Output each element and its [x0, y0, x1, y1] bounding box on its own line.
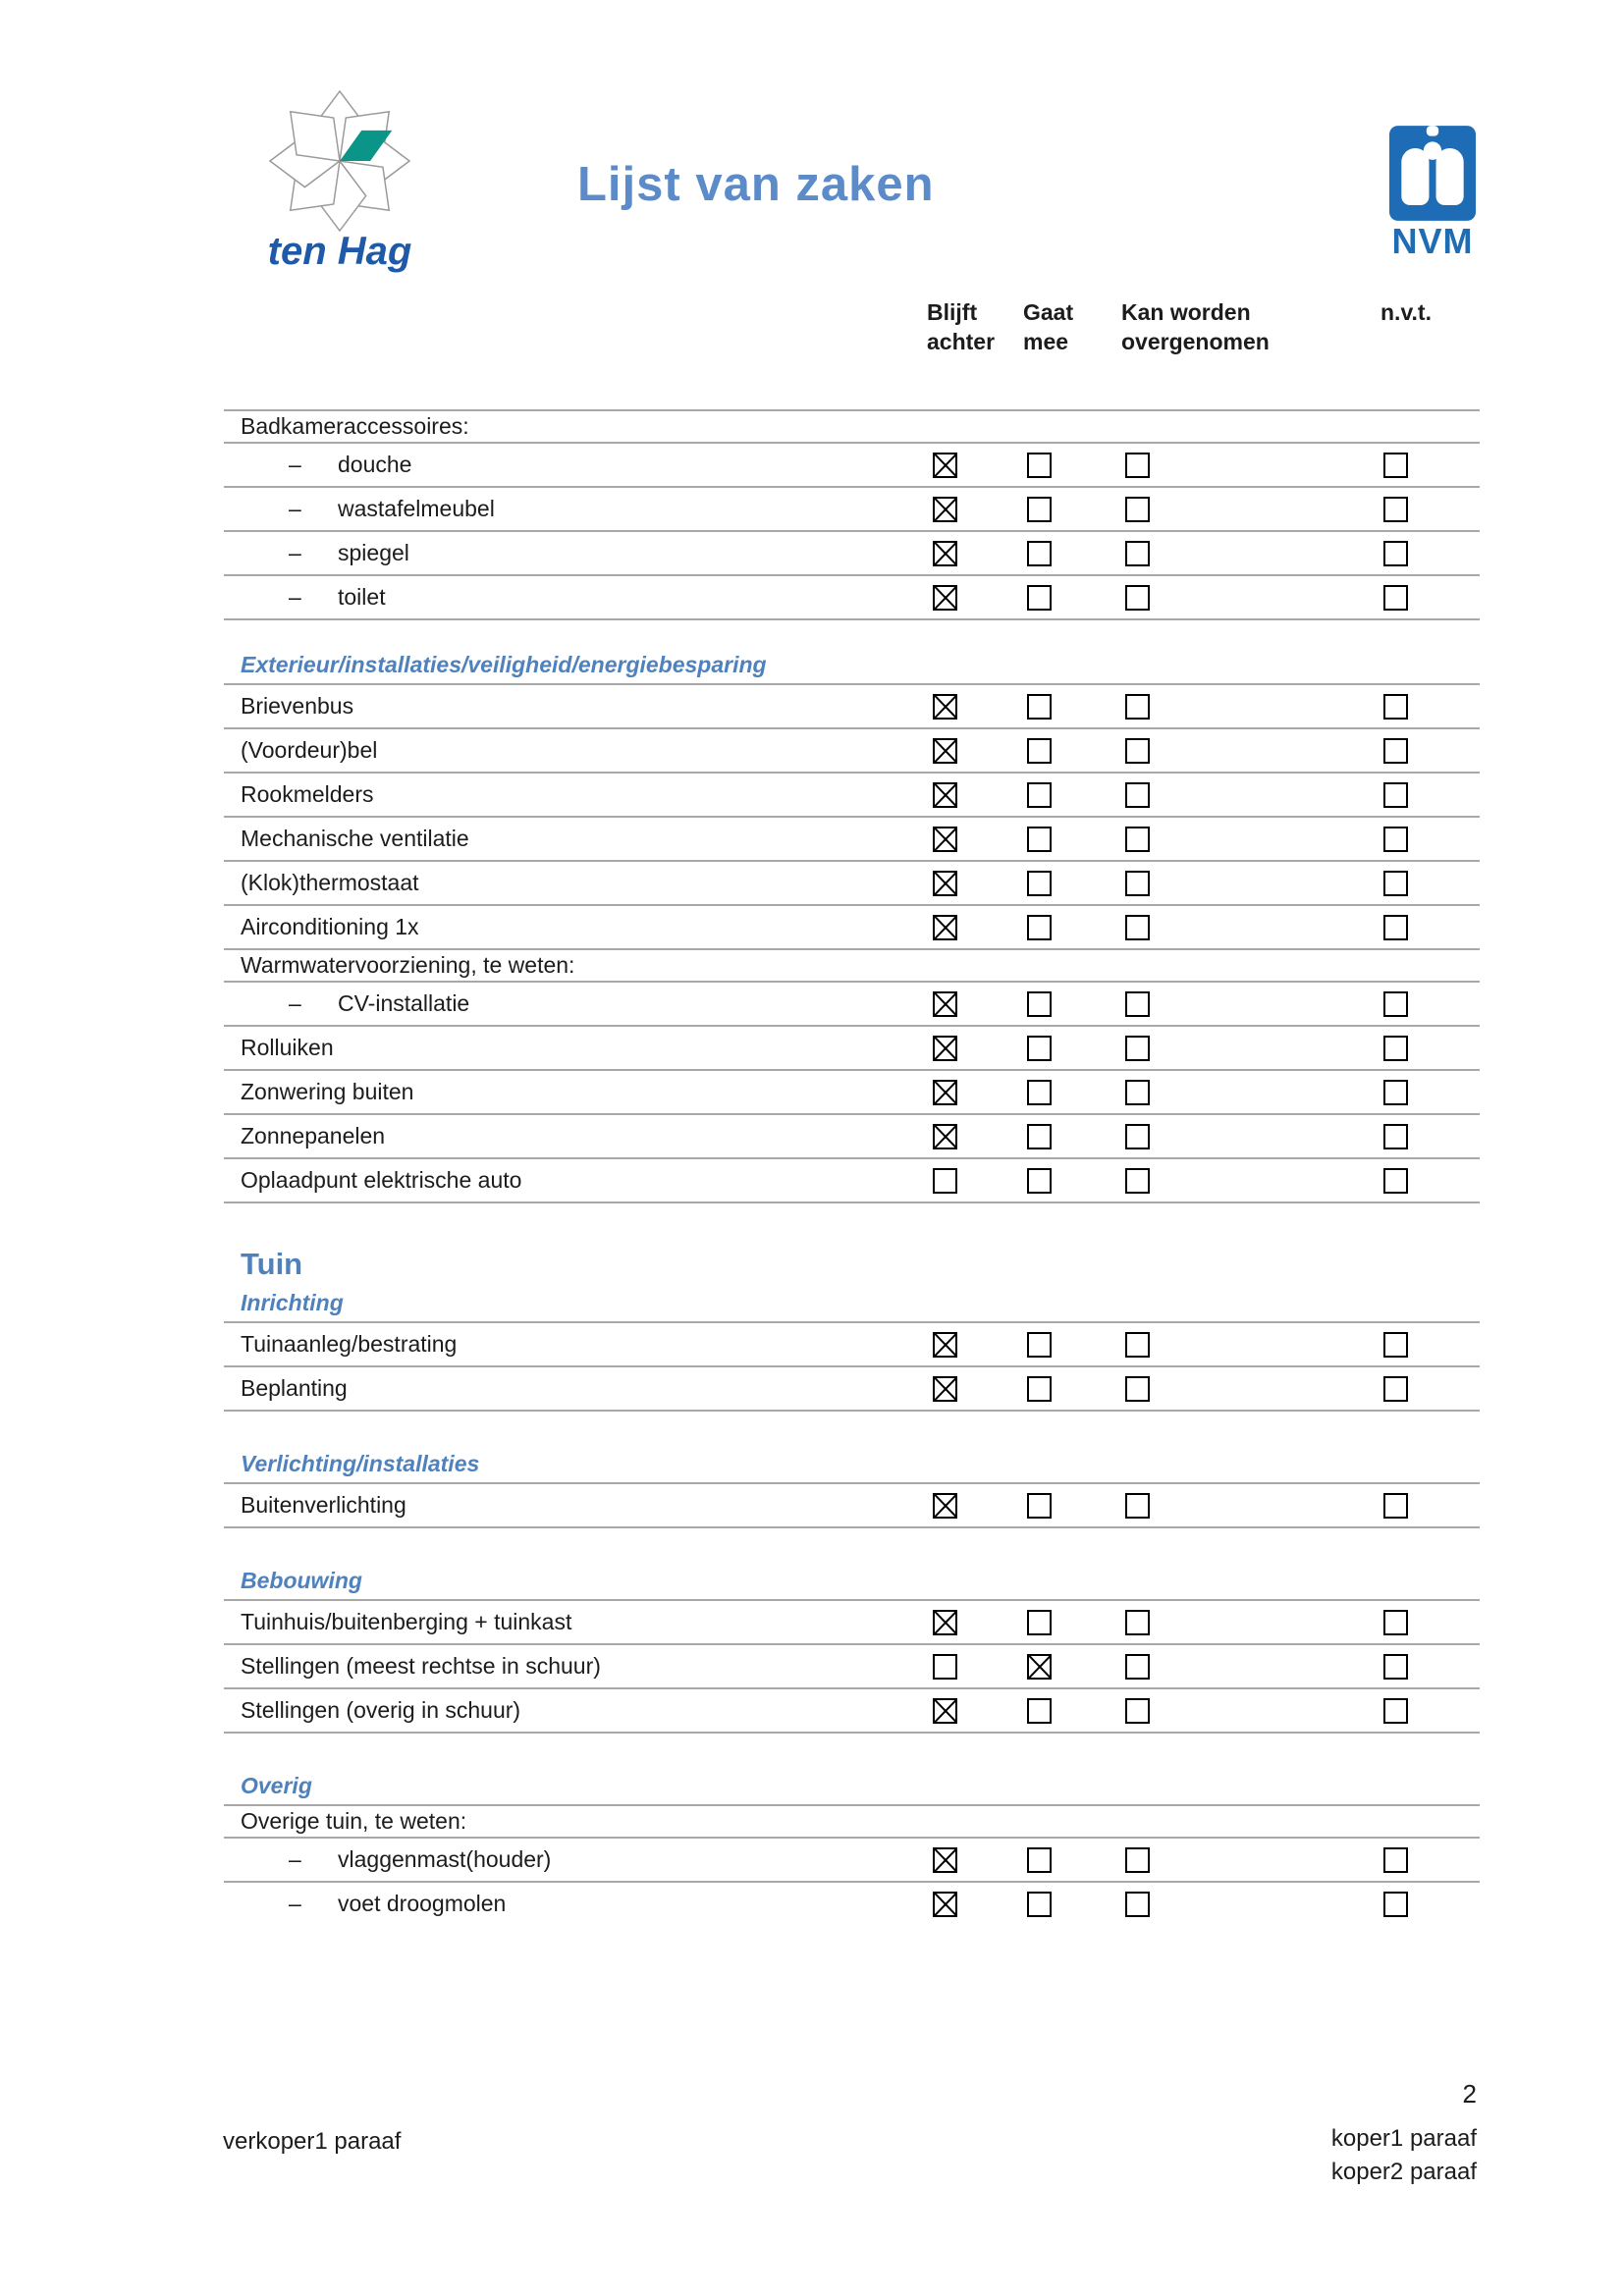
table-row	[224, 1883, 1480, 1925]
section-heading-block	[224, 652, 1480, 685]
checkbox-kan-worden-overgenomen[interactable]	[1125, 1493, 1150, 1519]
section	[224, 1451, 1480, 1528]
checkbox-blijft-achter[interactable]	[933, 827, 957, 852]
checkbox-kan-worden-overgenomen[interactable]	[1125, 1847, 1150, 1873]
checkbox-gaat-mee[interactable]	[1027, 453, 1052, 478]
checkbox-gaat-mee[interactable]	[1027, 782, 1052, 808]
section-heading: Tuin	[241, 1247, 303, 1281]
checkbox-blijft-achter[interactable]	[933, 497, 957, 522]
buyer-initials-block	[1331, 2122, 1477, 2189]
row-label: Badkameraccessoires:	[241, 413, 469, 439]
table-row	[224, 1115, 1480, 1159]
dash: –	[289, 1846, 301, 1872]
checkbox-gaat-mee[interactable]	[1027, 827, 1052, 852]
table-row	[224, 1689, 1480, 1734]
checkbox-gaat-mee[interactable]	[1027, 1610, 1052, 1635]
checkbox-nvt[interactable]	[1383, 1080, 1408, 1105]
checkbox-kan-worden-overgenomen[interactable]	[1125, 871, 1150, 896]
row-label: Rolluiken	[241, 1035, 334, 1060]
row-label: vlaggenmast(houder)	[338, 1846, 552, 1872]
checkbox-nvt[interactable]	[1383, 453, 1408, 478]
checkbox-gaat-mee[interactable]	[1027, 1847, 1052, 1873]
checkbox-nvt[interactable]	[1383, 827, 1408, 852]
checkbox-blijft-achter[interactable]	[933, 1332, 957, 1358]
checkbox-nvt[interactable]	[1383, 991, 1408, 1017]
table-row	[224, 818, 1480, 862]
table-row	[224, 488, 1480, 532]
checkbox-nvt[interactable]	[1383, 738, 1408, 764]
section	[224, 1247, 1480, 1412]
checkbox-nvt[interactable]	[1383, 1892, 1408, 1917]
checkbox-blijft-achter[interactable]	[933, 541, 957, 566]
row-label: Tuinhuis/buitenberging + tuinkast	[241, 1609, 572, 1634]
section	[224, 1773, 1480, 1925]
checkbox-gaat-mee[interactable]	[1027, 1493, 1052, 1519]
section-heading: Exterieur/installaties/veiligheid/energiebesparing	[241, 652, 767, 677]
row-label: Mechanische ventilatie	[241, 826, 469, 851]
row-label: Warmwatervoorziening, te weten:	[241, 952, 575, 978]
checkbox-blijft-achter[interactable]	[933, 1036, 957, 1061]
nvm-logo	[1386, 126, 1479, 262]
row-label: Oplaadpunt elektrische auto	[241, 1167, 522, 1193]
checkbox-gaat-mee[interactable]	[1027, 871, 1052, 896]
checkbox-nvt[interactable]	[1383, 1376, 1408, 1402]
table-row	[224, 1159, 1480, 1203]
checkbox-nvt[interactable]	[1383, 1124, 1408, 1149]
row-label: voet droogmolen	[338, 1891, 507, 1916]
table-row	[224, 983, 1480, 1027]
checkbox-nvt[interactable]	[1383, 915, 1408, 940]
checkbox-nvt[interactable]	[1383, 497, 1408, 522]
checkbox-gaat-mee[interactable]	[1027, 585, 1052, 611]
row-label: CV-installatie	[338, 990, 470, 1016]
row-label: Tuinaanleg/bestrating	[241, 1331, 458, 1357]
checkbox-blijft-achter[interactable]	[933, 1654, 957, 1680]
checkbox-kan-worden-overgenomen[interactable]	[1125, 1036, 1150, 1061]
section-heading: Overig	[241, 1773, 312, 1798]
checkbox-nvt[interactable]	[1383, 1654, 1408, 1680]
checkbox-nvt[interactable]	[1383, 1168, 1408, 1194]
row-label: Beplanting	[241, 1375, 348, 1401]
row-label: (Klok)thermostaat	[241, 870, 419, 895]
table-row	[224, 1071, 1480, 1115]
table-row	[224, 729, 1480, 774]
checkbox-nvt[interactable]	[1383, 1847, 1408, 1873]
checkbox-gaat-mee[interactable]	[1027, 738, 1052, 764]
checkbox-gaat-mee[interactable]	[1027, 1036, 1052, 1061]
nvm-label: NVM	[1391, 221, 1474, 261]
checkbox-gaat-mee[interactable]	[1027, 1698, 1052, 1724]
checkbox-blijft-achter[interactable]	[933, 585, 957, 611]
checkbox-nvt[interactable]	[1383, 1332, 1408, 1358]
checkbox-kan-worden-overgenomen[interactable]	[1125, 1698, 1150, 1724]
checkbox-blijft-achter[interactable]	[933, 915, 957, 940]
section-heading: Verlichting/installaties	[241, 1451, 480, 1476]
row-label: toilet	[338, 584, 386, 610]
row-label: Zonwering buiten	[241, 1079, 414, 1104]
table-row	[224, 1323, 1480, 1367]
checkbox-kan-worden-overgenomen[interactable]	[1125, 915, 1150, 940]
dash: –	[289, 990, 301, 1016]
checkbox-kan-worden-overgenomen[interactable]	[1125, 694, 1150, 720]
section-heading-block	[224, 1773, 1480, 1806]
checkbox-nvt[interactable]	[1383, 1493, 1408, 1519]
checkbox-blijft-achter[interactable]	[933, 453, 957, 478]
checkbox-kan-worden-overgenomen[interactable]	[1125, 1654, 1150, 1680]
table-row	[224, 1645, 1480, 1689]
checkbox-blijft-achter[interactable]	[933, 871, 957, 896]
checkbox-blijft-achter[interactable]	[933, 1847, 957, 1873]
column-header-blijft-achter: Blijft achter	[927, 299, 996, 354]
table-row	[224, 950, 1480, 983]
checkbox-kan-worden-overgenomen[interactable]	[1125, 1376, 1150, 1402]
checkbox-nvt[interactable]	[1383, 541, 1408, 566]
column-header-gaat-mee: Gaat mee	[1023, 299, 1074, 354]
checkbox-blijft-achter[interactable]	[933, 1493, 957, 1519]
row-label: Brievenbus	[241, 693, 354, 719]
row-label: wastafelmeubel	[338, 496, 495, 521]
section-heading-block	[224, 1568, 1480, 1601]
checkbox-blijft-achter[interactable]	[933, 1892, 957, 1917]
checkbox-kan-worden-overgenomen[interactable]	[1125, 1124, 1150, 1149]
section	[224, 409, 1480, 620]
row-label: spiegel	[338, 540, 409, 565]
page-title: Lijst van zaken	[577, 158, 935, 211]
checkbox-nvt[interactable]	[1383, 1036, 1408, 1061]
checkbox-nvt[interactable]	[1383, 694, 1408, 720]
table-row	[224, 685, 1480, 729]
section	[224, 652, 1480, 1203]
table-row	[224, 1484, 1480, 1528]
table-row	[224, 1839, 1480, 1883]
table-row	[224, 1601, 1480, 1645]
table-row	[224, 906, 1480, 950]
row-label: (Voordeur)bel	[241, 737, 378, 763]
checkbox-gaat-mee[interactable]	[1027, 1376, 1052, 1402]
checkbox-kan-worden-overgenomen[interactable]	[1125, 453, 1150, 478]
table-row	[224, 411, 1480, 444]
column-header-nvt: n.v.t.	[1380, 299, 1432, 325]
checkbox-gaat-mee[interactable]	[1027, 1124, 1052, 1149]
checkbox-blijft-achter[interactable]	[933, 782, 957, 808]
table-row	[224, 1027, 1480, 1071]
section	[224, 1568, 1480, 1734]
checkbox-gaat-mee[interactable]	[1027, 1080, 1052, 1105]
table-row	[224, 532, 1480, 576]
row-label: Zonnepanelen	[241, 1123, 386, 1148]
brand-name: ten Hag	[267, 230, 412, 273]
section-heading-block	[224, 1451, 1480, 1484]
checkbox-blijft-achter[interactable]	[933, 738, 957, 764]
checkbox-gaat-mee[interactable]	[1027, 991, 1052, 1017]
checkbox-nvt[interactable]	[1383, 585, 1408, 611]
page-number: 2	[1462, 2079, 1477, 2109]
seller-initials-label: verkoper1 paraaf	[223, 2128, 402, 2155]
checkbox-blijft-achter[interactable]	[933, 694, 957, 720]
row-label: Buitenverlichting	[241, 1492, 406, 1518]
checkbox-kan-worden-overgenomen[interactable]	[1125, 782, 1150, 808]
checkbox-kan-worden-overgenomen[interactable]	[1125, 738, 1150, 764]
checkbox-nvt[interactable]	[1383, 1698, 1408, 1724]
section-heading: Bebouwing	[241, 1568, 362, 1593]
row-label: Airconditioning 1x	[241, 914, 419, 939]
row-label: douche	[338, 452, 412, 477]
column-header-kan-worden-overgenomen: Kan worden overgenomen	[1121, 299, 1270, 354]
nvm-figure-icon	[1386, 126, 1479, 221]
pinwheel-logo-icon	[244, 88, 436, 234]
checkbox-nvt[interactable]	[1383, 871, 1408, 896]
checkbox-gaat-mee[interactable]	[1027, 541, 1052, 566]
checkbox-gaat-mee[interactable]	[1027, 497, 1052, 522]
dash: –	[289, 452, 301, 477]
dash: –	[289, 496, 301, 521]
row-label: Stellingen (meest rechtse in schuur)	[241, 1653, 601, 1679]
buyer1-initials-label: koper1 paraaf	[1330, 2125, 1477, 2152]
column-headers	[224, 297, 1480, 405]
checkbox-blijft-achter[interactable]	[933, 991, 957, 1017]
checkbox-kan-worden-overgenomen[interactable]	[1125, 1610, 1150, 1635]
dash: –	[289, 1891, 301, 1916]
checkbox-kan-worden-overgenomen[interactable]	[1125, 1332, 1150, 1358]
checkbox-gaat-mee[interactable]	[1027, 1168, 1052, 1194]
checkbox-kan-worden-overgenomen[interactable]	[1125, 1892, 1150, 1917]
section-heading: Inrichting	[241, 1290, 344, 1315]
checkbox-kan-worden-overgenomen[interactable]	[1125, 991, 1150, 1017]
buyer2-initials-label: koper2 paraaf	[1330, 2159, 1477, 2185]
checkbox-gaat-mee[interactable]	[1027, 915, 1052, 940]
checkbox-blijft-achter[interactable]	[933, 1080, 957, 1105]
table-row	[224, 774, 1480, 818]
dash: –	[289, 540, 301, 565]
checkbox-kan-worden-overgenomen[interactable]	[1125, 1080, 1150, 1105]
checkbox-blijft-achter[interactable]	[933, 1124, 957, 1149]
checkbox-gaat-mee[interactable]	[1027, 1654, 1052, 1680]
checkbox-blijft-achter[interactable]	[933, 1698, 957, 1724]
table-row	[224, 1806, 1480, 1839]
sections	[224, 409, 1480, 1925]
checkbox-nvt[interactable]	[1383, 1610, 1408, 1635]
row-label: Rookmelders	[241, 781, 374, 807]
section-heading-block	[224, 1247, 1480, 1323]
checkbox-gaat-mee[interactable]	[1027, 1332, 1052, 1358]
row-label: Overige tuin, te weten:	[241, 1808, 467, 1834]
table-row	[224, 1367, 1480, 1412]
table-row	[224, 862, 1480, 906]
checkbox-blijft-achter[interactable]	[933, 1168, 957, 1194]
checkbox-kan-worden-overgenomen[interactable]	[1125, 585, 1150, 611]
tenhag-logo	[244, 88, 436, 274]
checkbox-nvt[interactable]	[1383, 782, 1408, 808]
table-row	[224, 576, 1480, 620]
dash: –	[289, 584, 301, 610]
checkbox-kan-worden-overgenomen[interactable]	[1125, 1168, 1150, 1194]
checkbox-gaat-mee[interactable]	[1027, 694, 1052, 720]
checkbox-blijft-achter[interactable]	[933, 1610, 957, 1635]
checkbox-blijft-achter[interactable]	[933, 1376, 957, 1402]
checkbox-gaat-mee[interactable]	[1027, 1892, 1052, 1917]
checkbox-kan-worden-overgenomen[interactable]	[1125, 497, 1150, 522]
checkbox-kan-worden-overgenomen[interactable]	[1125, 541, 1150, 566]
row-label: Stellingen (overig in schuur)	[241, 1697, 521, 1723]
checkbox-kan-worden-overgenomen[interactable]	[1125, 827, 1150, 852]
table-row	[224, 444, 1480, 488]
